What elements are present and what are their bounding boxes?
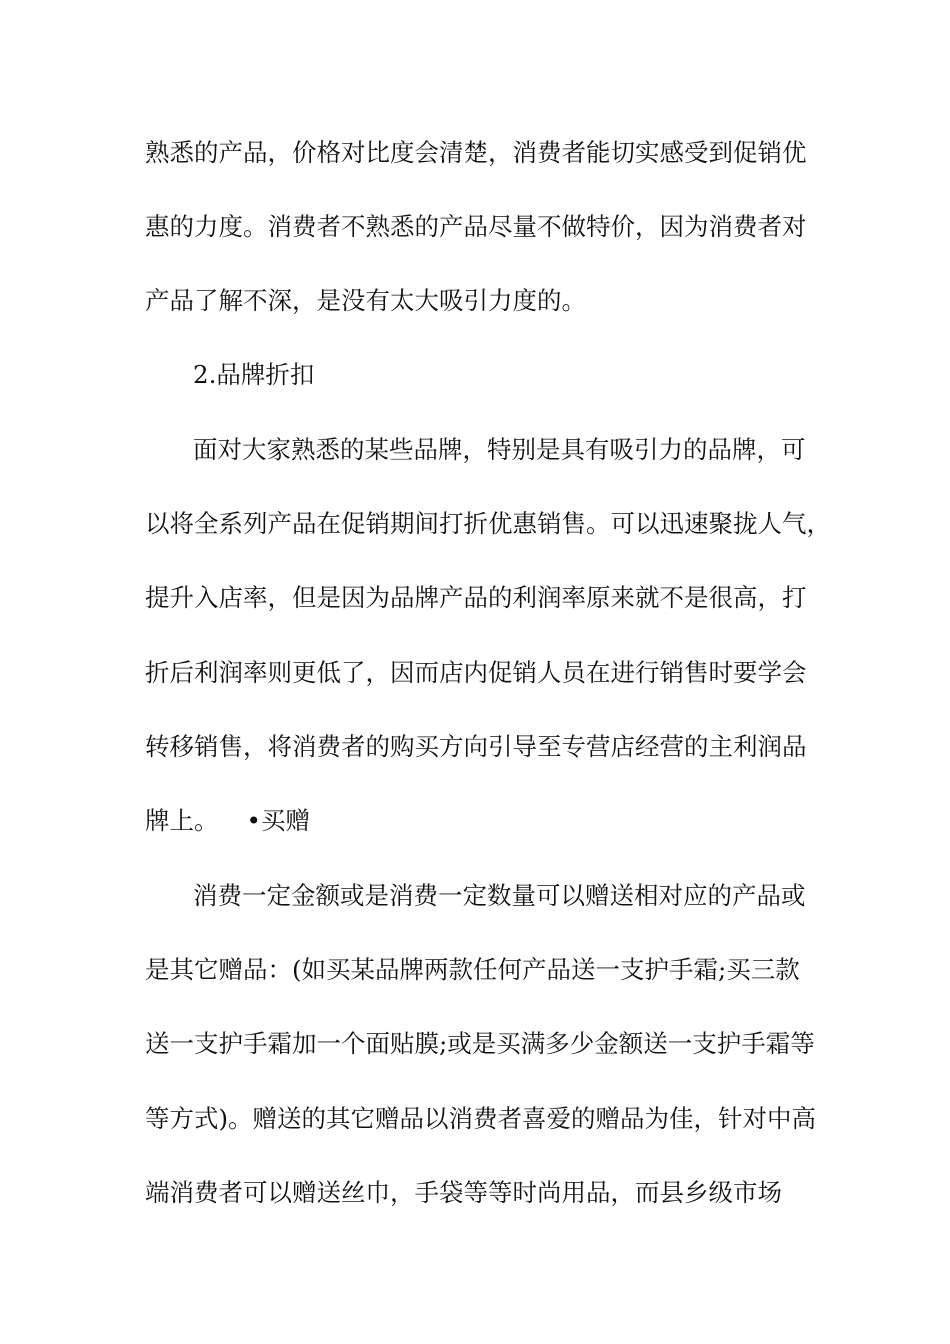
paragraph-line: 提升入店率，但是因为品牌产品的利润率原来就不是很高，打 bbox=[145, 583, 807, 612]
paragraph-line-with-bullet bbox=[145, 801, 815, 841]
paragraph-line: 折后利润率则更低了，因而店内促销人员在进行销售时要学会 bbox=[145, 658, 807, 687]
bullet-heading: •买赠 bbox=[246, 806, 310, 835]
paragraph-line: 面对大家熟悉的某些品牌，特别是具有吸引力的品牌，可 bbox=[193, 435, 806, 464]
paragraph-line: 是其它赠品：(如买某品牌两款任何产品送一支护手霜;买三款 bbox=[145, 955, 800, 984]
paragraph-line: 端消费者可以赠送丝巾，手袋等等时尚用品，而县乡级市场 bbox=[145, 1178, 782, 1207]
paragraph-line: 惠的力度。消费者不熟悉的产品尽量不做特价，因为消费者对 bbox=[145, 212, 807, 241]
paragraph-line: 送一支护手霜加一个面贴膜;或是买满多少金额送一支护手霜等 bbox=[145, 1029, 815, 1058]
paragraph-line: 消费一定金额或是消费一定数量可以赠送相对应的产品或 bbox=[193, 881, 806, 910]
paragraph-line: 熟悉的产品，价格对比度会清楚，消费者能切实感受到促销优 bbox=[145, 138, 807, 167]
paragraph-line: 以将全系列产品在促销期间打折优惠销售。可以迅速聚拢人气， bbox=[145, 509, 831, 538]
paragraph-line: 转移销售，将消费者的购买方向引导至专营店经营的主利润品 bbox=[145, 732, 807, 761]
section-heading: 2.品牌折扣 bbox=[193, 360, 315, 389]
paragraph-line-end: 牌上。 bbox=[145, 806, 219, 835]
paragraph-line: 等方式)。赠送的其它赠品以消费者喜爱的赠品为佳，针对中高 bbox=[145, 1104, 817, 1133]
paragraph-line: 产品了解不深，是没有太大吸引力度的。 bbox=[145, 286, 586, 315]
